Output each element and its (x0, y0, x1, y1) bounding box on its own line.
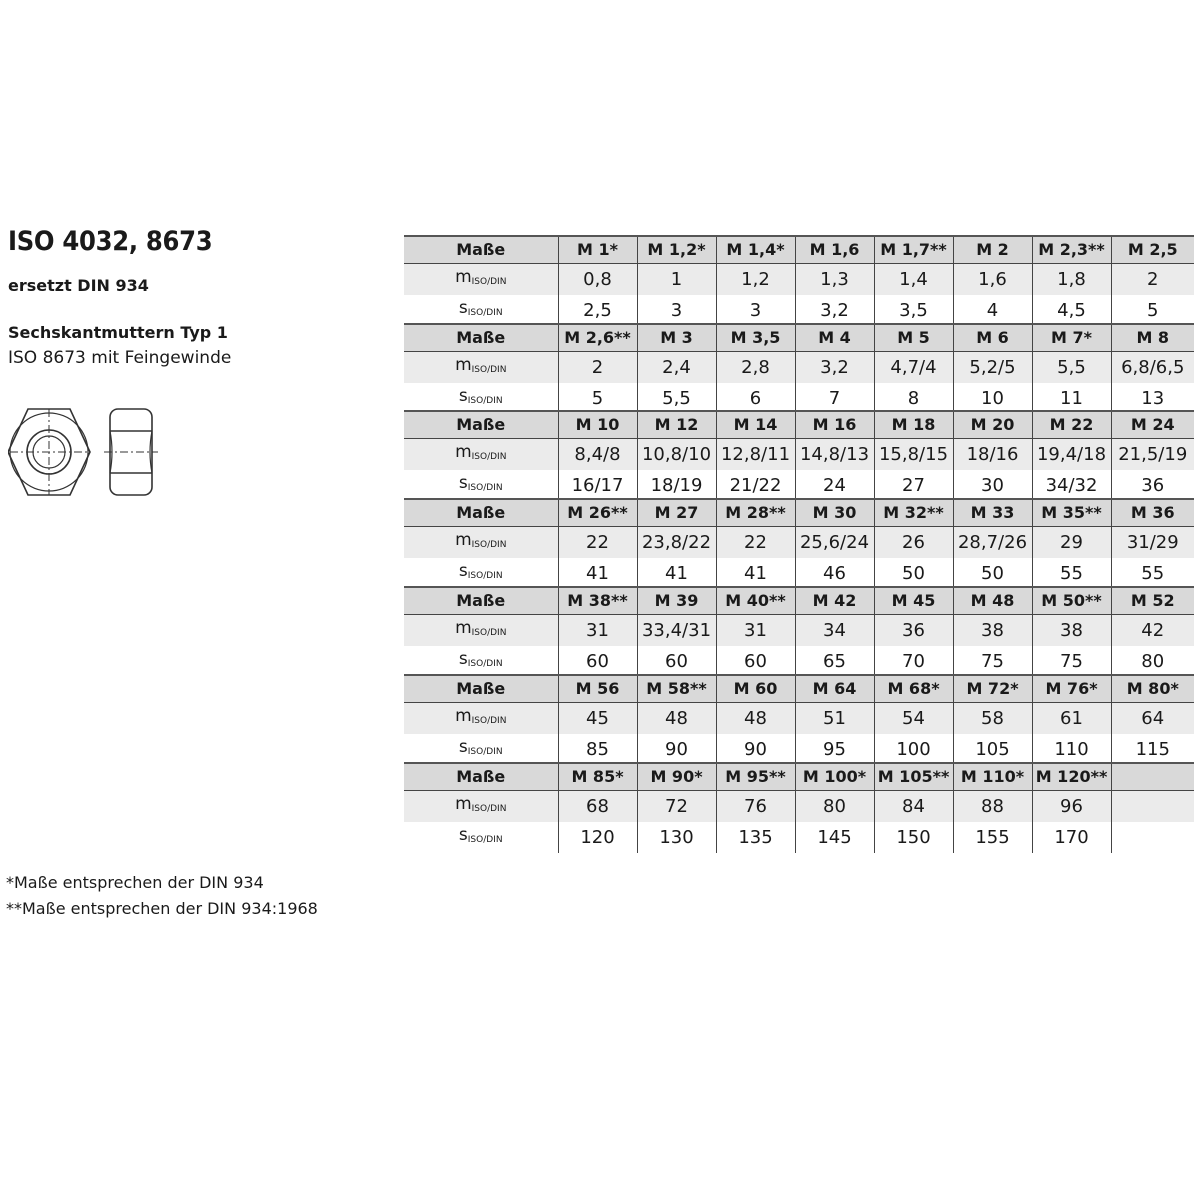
nut-height-cell: 42 (1111, 615, 1194, 647)
size-cell: M 1,4* (716, 236, 795, 264)
wrench-size-cell: 130 (637, 822, 716, 853)
wrench-size-cell: 34/32 (1032, 470, 1111, 501)
row-label (404, 791, 558, 823)
size-cell: M 80* (1111, 675, 1194, 703)
size-cell: M 8 (1111, 324, 1194, 352)
wrench-size-cell: 60 (558, 646, 637, 677)
size-cell: M 26** (558, 499, 637, 527)
wrench-size-cell: 60 (716, 646, 795, 677)
size-cell: M 48 (953, 587, 1032, 615)
row-label-text: s (458, 561, 468, 581)
size-cell: M 4 (795, 324, 874, 352)
wrench-size-row (404, 646, 1194, 677)
size-cell: M 1* (558, 236, 637, 264)
row-label-text: s (458, 298, 468, 318)
nut-height-cell: 21,5/19 (1111, 439, 1194, 471)
size-table-block (404, 323, 1194, 414)
size-cell: M 100* (795, 763, 874, 791)
size-cell: M 24 (1111, 411, 1194, 439)
size-cell: M 95** (716, 763, 795, 791)
nut-height-row (404, 703, 1194, 735)
wrench-size-cell: 41 (558, 558, 637, 589)
wrench-size-cell: 30 (953, 470, 1032, 501)
size-cell: M 1,2* (637, 236, 716, 264)
wrench-size-cell: 3,5 (874, 295, 953, 326)
row-label-subscript: ISO/DIN (467, 483, 503, 493)
wrench-size-cell: 75 (1032, 646, 1111, 677)
size-cell: M 14 (716, 411, 795, 439)
row-label-text: m (455, 530, 472, 550)
nut-height-cell: 1,2 (716, 264, 795, 296)
row-label (404, 324, 558, 352)
row-label (404, 763, 558, 791)
size-table-block (404, 762, 1194, 853)
nut-height-cell: 31/29 (1111, 527, 1194, 559)
size-cell: M 38** (558, 587, 637, 615)
size-cell: M 2,6** (558, 324, 637, 352)
wrench-size-row (404, 734, 1194, 765)
row-label-text: s (458, 386, 468, 406)
wrench-size-cell: 50 (953, 558, 1032, 589)
wrench-size-cell: 145 (795, 822, 874, 853)
nut-height-cell: 4,7/4 (874, 352, 953, 384)
nut-height-cell: 6,8/6,5 (1111, 352, 1194, 384)
size-cell: M 42 (795, 587, 874, 615)
nut-height-cell: 72 (637, 791, 716, 823)
nut-height-cell: 33,4/31 (637, 615, 716, 647)
row-label (404, 439, 558, 471)
row-label-subscript: ISO/DIN (471, 716, 507, 726)
row-label (404, 587, 558, 615)
hex-nut-front-icon (8, 409, 90, 495)
hex-nut-side-icon (104, 409, 158, 495)
size-cell: M 40** (716, 587, 795, 615)
size-cell: M 58** (637, 675, 716, 703)
wrench-size-cell: 135 (716, 822, 795, 853)
row-label-subscript: ISO/DIN (467, 659, 503, 669)
row-label-subscript: ISO/DIN (471, 804, 507, 814)
size-cell: M 52 (1111, 587, 1194, 615)
nut-height-cell: 29 (1032, 527, 1111, 559)
nut-height-cell: 18/16 (953, 439, 1032, 471)
wrench-size-cell: 115 (1111, 734, 1194, 765)
size-cell: M 1,7** (874, 236, 953, 264)
nut-height-cell: 23,8/22 (637, 527, 716, 559)
wrench-size-cell: 3 (637, 295, 716, 326)
row-label-text: s (458, 473, 468, 493)
nut-height-cell: 31 (716, 615, 795, 647)
nut-height-cell: 3,2 (795, 352, 874, 384)
nut-height-row (404, 615, 1194, 647)
nut-height-cell: 12,8/11 (716, 439, 795, 471)
row-label-subscript: ISO/DIN (467, 571, 503, 581)
row-label (404, 646, 558, 677)
nut-height-cell: 2 (558, 352, 637, 384)
nut-height-cell: 48 (637, 703, 716, 735)
size-cell: M 45 (874, 587, 953, 615)
size-cell: M 64 (795, 675, 874, 703)
wrench-size-row (404, 470, 1194, 501)
nut-height-row (404, 439, 1194, 471)
row-label-subscript: ISO/DIN (471, 452, 507, 462)
wrench-size-cell: 55 (1111, 558, 1194, 589)
wrench-size-cell: 105 (953, 734, 1032, 765)
size-header-row (404, 675, 1194, 703)
size-cell: M 1,6 (795, 236, 874, 264)
size-cell: M 90* (637, 763, 716, 791)
size-cell: M 35** (1032, 499, 1111, 527)
wrench-size-cell: 8 (874, 383, 953, 414)
nut-height-cell: 96 (1032, 791, 1111, 823)
nut-height-cell: 58 (953, 703, 1032, 735)
nut-height-cell: 1,4 (874, 264, 953, 296)
nut-height-row (404, 527, 1194, 559)
nut-height-cell: 1,3 (795, 264, 874, 296)
size-header-row (404, 411, 1194, 439)
nut-height-row (404, 352, 1194, 384)
row-label (404, 470, 558, 501)
row-label-subscript: ISO/DIN (467, 835, 503, 845)
size-cell: M 10 (558, 411, 637, 439)
size-cell (1111, 763, 1194, 791)
row-label-text: s (458, 825, 468, 845)
row-label-text: m (455, 618, 472, 638)
size-cell: M 50** (1032, 587, 1111, 615)
row-label-text: Maße (456, 679, 506, 698)
row-label-text: s (458, 737, 468, 757)
nut-height-cell: 14,8/13 (795, 439, 874, 471)
wrench-size-cell: 90 (716, 734, 795, 765)
product-type: Sechskantmuttern Typ 1 (8, 323, 228, 342)
row-label-text: Maße (456, 240, 506, 259)
wrench-size-cell: 50 (874, 558, 953, 589)
footnote-double-star: **Maße entsprechen der DIN 934:1968 (6, 899, 318, 918)
wrench-size-cell: 41 (716, 558, 795, 589)
size-header-row (404, 763, 1194, 791)
nut-height-row (404, 791, 1194, 823)
row-label-text: Maße (456, 767, 506, 786)
nut-height-cell: 15,8/15 (874, 439, 953, 471)
size-header-row (404, 499, 1194, 527)
size-cell: M 28** (716, 499, 795, 527)
size-cell: M 60 (716, 675, 795, 703)
wrench-size-cell: 36 (1111, 470, 1194, 501)
nut-height-cell: 1,6 (953, 264, 1032, 296)
wrench-size-cell: 3 (716, 295, 795, 326)
size-table-block (404, 674, 1194, 765)
size-cell: M 76* (1032, 675, 1111, 703)
size-cell: M 16 (795, 411, 874, 439)
wrench-size-cell: 70 (874, 646, 953, 677)
row-label-text: Maße (456, 503, 506, 522)
page-title: ISO 4032, 8673 (8, 226, 213, 257)
wrench-size-cell: 41 (637, 558, 716, 589)
size-table-block (404, 235, 1194, 326)
nut-height-cell: 48 (716, 703, 795, 735)
size-cell: M 2,5 (1111, 236, 1194, 264)
row-label-subscript: ISO/DIN (471, 540, 507, 550)
row-label-subscript: ISO/DIN (471, 277, 507, 287)
row-label-text: m (455, 355, 472, 375)
size-cell: M 3 (637, 324, 716, 352)
wrench-size-cell: 155 (953, 822, 1032, 853)
row-label-text: m (455, 442, 472, 462)
row-label (404, 558, 558, 589)
row-label (404, 703, 558, 735)
wrench-size-cell: 4,5 (1032, 295, 1111, 326)
nut-height-cell: 38 (1032, 615, 1111, 647)
wrench-size-row (404, 822, 1194, 853)
wrench-size-cell: 16/17 (558, 470, 637, 501)
nut-height-cell: 64 (1111, 703, 1194, 735)
wrench-size-cell: 5,5 (637, 383, 716, 414)
size-cell: M 36 (1111, 499, 1194, 527)
row-label-text: m (455, 794, 472, 814)
size-header-row (404, 324, 1194, 352)
size-cell: M 22 (1032, 411, 1111, 439)
size-cell: M 3,5 (716, 324, 795, 352)
nut-height-cell: 10,8/10 (637, 439, 716, 471)
row-label-text: Maße (456, 591, 506, 610)
size-cell: M 32** (874, 499, 953, 527)
nut-height-cell: 19,4/18 (1032, 439, 1111, 471)
nut-height-cell: 31 (558, 615, 637, 647)
wrench-size-cell: 60 (637, 646, 716, 677)
size-cell: M 72* (953, 675, 1032, 703)
nut-height-cell: 68 (558, 791, 637, 823)
wrench-size-cell: 10 (953, 383, 1032, 414)
size-cell: M 68* (874, 675, 953, 703)
row-label-text: m (455, 706, 472, 726)
nut-height-row (404, 264, 1194, 296)
nut-height-cell: 25,6/24 (795, 527, 874, 559)
size-cell: M 33 (953, 499, 1032, 527)
nut-height-cell: 22 (558, 527, 637, 559)
size-table-block (404, 586, 1194, 677)
size-table-block (404, 498, 1194, 589)
wrench-size-cell: 24 (795, 470, 874, 501)
nut-height-cell: 22 (716, 527, 795, 559)
row-label-text: m (455, 267, 472, 287)
nut-height-cell: 28,7/26 (953, 527, 1032, 559)
nut-height-cell: 0,8 (558, 264, 637, 296)
row-label (404, 527, 558, 559)
row-label (404, 264, 558, 296)
footnote-single-star: *Maße entsprechen der DIN 934 (6, 873, 264, 892)
nut-height-cell: 80 (795, 791, 874, 823)
nut-height-cell: 2,4 (637, 352, 716, 384)
size-cell: M 85* (558, 763, 637, 791)
wrench-size-cell: 2,5 (558, 295, 637, 326)
nut-height-cell: 2,8 (716, 352, 795, 384)
wrench-size-cell: 4 (953, 295, 1032, 326)
nut-height-cell: 1 (637, 264, 716, 296)
wrench-size-cell: 13 (1111, 383, 1194, 414)
size-cell: M 2 (953, 236, 1032, 264)
wrench-size-cell: 6 (716, 383, 795, 414)
row-label (404, 675, 558, 703)
size-cell: M 2,3** (1032, 236, 1111, 264)
row-label (404, 236, 558, 264)
row-label-subscript: ISO/DIN (467, 308, 503, 318)
size-cell: M 39 (637, 587, 716, 615)
row-label (404, 615, 558, 647)
row-label-text: Maße (456, 415, 506, 434)
size-cell: M 18 (874, 411, 953, 439)
row-label (404, 822, 558, 853)
size-cell: M 12 (637, 411, 716, 439)
wrench-size-cell: 110 (1032, 734, 1111, 765)
wrench-size-cell: 11 (1032, 383, 1111, 414)
replaces-note: ersetzt DIN 934 (8, 276, 149, 295)
nut-height-cell: 2 (1111, 264, 1194, 296)
wrench-size-cell: 75 (953, 646, 1032, 677)
row-label (404, 295, 558, 326)
row-label (404, 499, 558, 527)
wrench-size-cell: 18/19 (637, 470, 716, 501)
row-label (404, 352, 558, 384)
wrench-size-cell: 100 (874, 734, 953, 765)
wrench-size-cell: 46 (795, 558, 874, 589)
size-cell: M 6 (953, 324, 1032, 352)
wrench-size-cell: 5 (558, 383, 637, 414)
nut-height-cell: 5,5 (1032, 352, 1111, 384)
size-cell: M 5 (874, 324, 953, 352)
size-cell: M 7* (1032, 324, 1111, 352)
nut-height-cell: 34 (795, 615, 874, 647)
nut-height-cell: 51 (795, 703, 874, 735)
row-label-text: s (458, 649, 468, 669)
wrench-size-cell: 150 (874, 822, 953, 853)
wrench-size-cell: 95 (795, 734, 874, 765)
nut-height-cell: 26 (874, 527, 953, 559)
size-cell: M 110* (953, 763, 1032, 791)
wrench-size-cell: 5 (1111, 295, 1194, 326)
nut-height-cell: 5,2/5 (953, 352, 1032, 384)
wrench-size-cell (1111, 822, 1194, 853)
wrench-size-cell: 90 (637, 734, 716, 765)
nut-height-cell: 38 (953, 615, 1032, 647)
wrench-size-cell: 55 (1032, 558, 1111, 589)
wrench-size-row (404, 295, 1194, 326)
fine-thread-note: ISO 8673 mit Feingewinde (8, 348, 232, 368)
row-label-text: Maße (456, 328, 506, 347)
wrench-size-row (404, 558, 1194, 589)
wrench-size-cell: 27 (874, 470, 953, 501)
nut-height-cell: 36 (874, 615, 953, 647)
nut-height-cell: 1,8 (1032, 264, 1111, 296)
wrench-size-cell: 21/22 (716, 470, 795, 501)
row-label (404, 734, 558, 765)
wrench-size-cell: 170 (1032, 822, 1111, 853)
nut-height-cell: 54 (874, 703, 953, 735)
nut-height-cell: 8,4/8 (558, 439, 637, 471)
size-header-row (404, 236, 1194, 264)
nut-height-cell (1111, 791, 1194, 823)
size-cell: M 56 (558, 675, 637, 703)
wrench-size-cell: 80 (1111, 646, 1194, 677)
wrench-size-cell: 7 (795, 383, 874, 414)
row-label-subscript: ISO/DIN (467, 396, 503, 406)
wrench-size-cell: 85 (558, 734, 637, 765)
nut-drawing (8, 404, 158, 500)
row-label-subscript: ISO/DIN (467, 747, 503, 757)
size-cell: M 20 (953, 411, 1032, 439)
wrench-size-cell: 3,2 (795, 295, 874, 326)
size-cell: M 120** (1032, 763, 1111, 791)
wrench-size-cell: 120 (558, 822, 637, 853)
row-label-subscript: ISO/DIN (471, 628, 507, 638)
nut-height-cell: 88 (953, 791, 1032, 823)
size-cell: M 105** (874, 763, 953, 791)
size-table-block (404, 410, 1194, 501)
nut-height-cell: 45 (558, 703, 637, 735)
size-cell: M 27 (637, 499, 716, 527)
nut-height-cell: 76 (716, 791, 795, 823)
nut-height-cell: 61 (1032, 703, 1111, 735)
row-label (404, 411, 558, 439)
size-header-row (404, 587, 1194, 615)
wrench-size-cell: 65 (795, 646, 874, 677)
nut-height-cell: 84 (874, 791, 953, 823)
row-label-subscript: ISO/DIN (471, 365, 507, 375)
size-cell: M 30 (795, 499, 874, 527)
